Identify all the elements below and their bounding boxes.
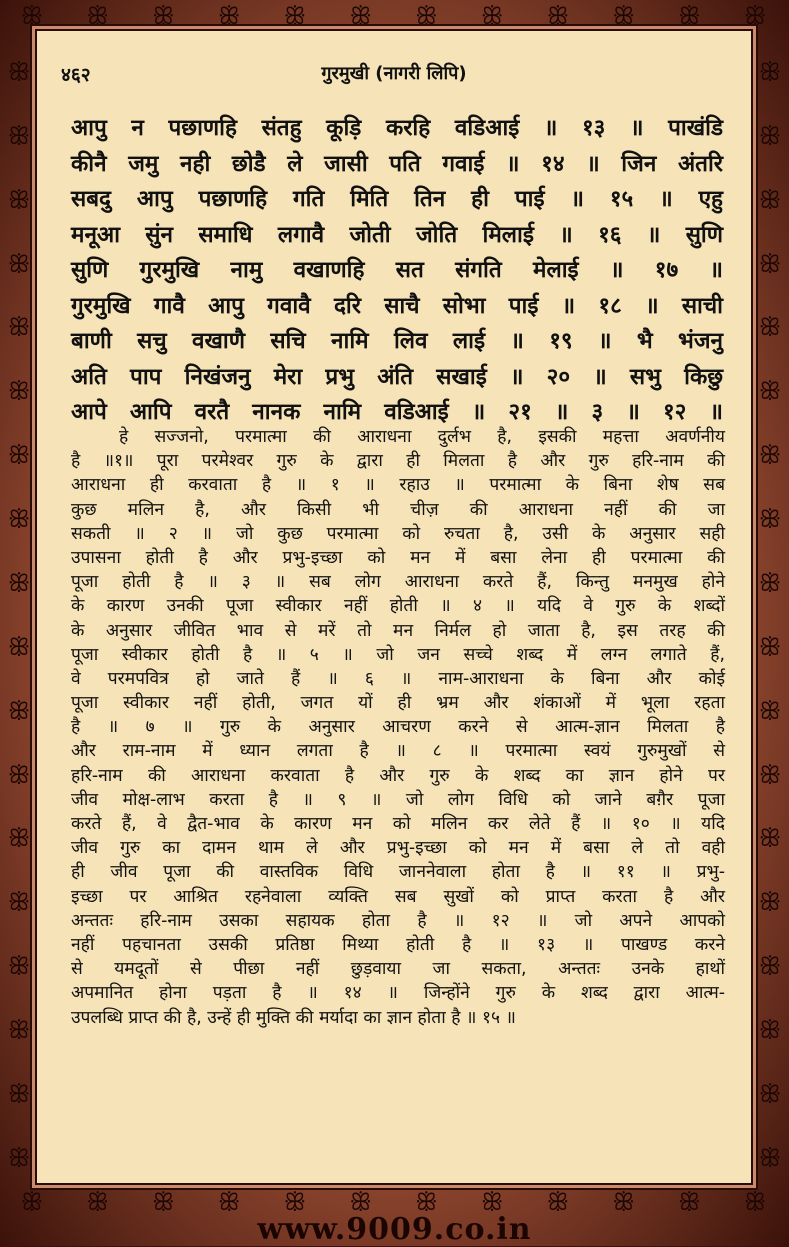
border-ornament-right: ꕥ ꕥ ꕥ ꕥ ꕥ ꕥ ꕥ ꕥ ꕥ ꕥ ꕥ ꕥ ꕥ ꕥ ꕥ ꕥ ꕥ ꕥ: [758, 57, 782, 1172]
page-title: गुरमुखी (नागरी लिपि): [321, 63, 467, 84]
translation-line: और राम-नाम में ध्यान लगता है ॥ ८ ॥ परमात्मा स्वयं गुरुमुखों से: [71, 741, 725, 762]
verse-line: आपे आपि वरतै नानक नामि वडिआई ॥ २१ ॥ ३ ॥ १२ ॥: [71, 399, 723, 425]
verse-line: कीनै जमु नही छोडै ले जासी पति गवाई ॥ १४ ॥ जिन अंतरि: [71, 150, 723, 177]
translation-line: अन्ततः हरि-नाम उसका सहायक होता है ॥ १२ ॥ जो अपने आपको: [71, 910, 725, 931]
translation-line: से यमदूतों से पीछा नहीं छुड़वाया जा सकता, अन्ततः उनके हाथों: [71, 959, 725, 980]
verse-line: आपु न पछाणहि संतहु कूड़ि करहि वडिआई ॥ १३ ॥ पाखंडि: [71, 115, 723, 141]
border-ornament-top: ꕥ ꕥ ꕥ ꕥ ꕥ ꕥ ꕥ ꕥ ꕥ ꕥ ꕥ ꕥ: [20, 2, 769, 30]
translation-line: जीव गुरु का दामन थाम ले और प्रभु-इच्छा को मन में बसा ले तो वही: [71, 838, 725, 859]
translation-line: पूजा स्वीकार नहीं होती, जगत यों ही भ्रम और शंकाओं में भूला रहता: [71, 693, 725, 714]
verse-line: अति पाप निखंजनु मेरा प्रभु अंति सखाई ॥ २० ॥ सभु किछु: [71, 363, 723, 390]
translation-line: कुछ मलिन है, और किसी भी चीज़ की आराधना नहीं की जा: [71, 499, 725, 520]
translation-line: हरि-नाम की आराधना करवाता है और गुरु के शब्द का ज्ञान होने पर: [71, 765, 725, 786]
website-url: www.9009.co.in: [257, 1212, 532, 1247]
translation-line: के अनुसार जीवित भाव से मरें तो मन निर्मल हो जाता है, इस तरह की: [71, 620, 725, 641]
translation-line: ही जीव पूजा की वास्तविक विधि जाननेवाला होता है ॥ ११ ॥ प्रभु-: [71, 862, 725, 883]
translation-line: करते हैं, वे द्वैत-भाव के कारण मन को मलिन कर लेते हैं ॥ १० ॥ यदि: [71, 814, 725, 834]
translation-line: उपासना होती है और प्रभु-इच्छा को मन में बसा लेना ही परमात्मा की: [71, 547, 725, 568]
document-page: [37, 31, 751, 1183]
translation-line: अपमानित होना पड़ता है ॥ १४ ॥ जिन्होंने गुरु के शब्द द्वारा आत्म-: [71, 983, 725, 1004]
translation-line: है ॥१॥ पूरा परमेश्वर गुरु के द्वारा ही मिलता है और गुरु हरि-नाम की: [71, 451, 725, 472]
translation-line: इच्छा पर आश्रित रहनेवाला व्यक्ति सब सुखों को प्राप्त करता है और: [71, 886, 725, 907]
verse-line: मनूआ सुंन समाधि लगावै जोती जोति मिलाई ॥ १६ ॥ सुणि: [71, 221, 723, 248]
verse-line: बाणी सचु वखाणै सचि नामि लिव लाई ॥ १९ ॥ भै भंजनु: [71, 328, 723, 354]
translation-line: पूजा स्वीकार होती है ॥ ५ ॥ जो जन सच्चे शब्द में लग्न लगाते हैं,: [71, 644, 725, 665]
translation-line: उपलब्धि प्राप्त की है, उन्हें ही मुक्ति की मर्यादा का ज्ञान होता है ॥ १५ ॥: [71, 1007, 516, 1028]
translation-line: वे परमपवित्र हो जाते हैं ॥ ६ ॥ नाम-आराधना के बिना और कोई: [71, 668, 725, 689]
translation-line: हे सज्जनो, परमात्मा की आराधना दुर्लभ है, इसकी महत्ता अवर्णनीय: [119, 427, 725, 447]
translation-line: आराधना ही करवाता है ॥ १ ॥ रहाउ ॥ परमात्मा के बिना शेष सब: [71, 475, 725, 496]
verse-line: सुणि गुरमुखि नामु वखाणहि सत संगति मेलाई ॥ १७ ॥: [71, 257, 723, 283]
translation-line: नहीं पहचानता उसकी प्रतिष्ठा मिथ्या होती है ॥ १३ ॥ पाखण्ड करने: [71, 934, 725, 955]
translation-paragraph: [71, 425, 725, 1030]
translation-line: पूजा होती है ॥ ३ ॥ सब लोग आराधना करते हैं, किन्तु मनमुख होने: [71, 572, 725, 593]
translation-line: जीव मोक्ष-लाभ करता है ॥ ९ ॥ जो लोग विधि को जाने बग़ैर पूजा: [71, 789, 725, 810]
verse-line: गुरमुखि गावै आपु गवावै दरि साचै सोभा पाई ॥ १८ ॥ साची: [71, 292, 723, 319]
page-header: [37, 61, 751, 91]
translation-line: है ॥ ७ ॥ गुरु के अनुसार आचरण करने से आत्म-ज्ञान मिलता है: [71, 717, 725, 738]
page-number: ४६२: [61, 64, 91, 86]
translation-line: सकती ॥ २ ॥ जो कुछ परमात्मा को रुचता है, उसी के अनुसार सही: [71, 523, 725, 544]
border-ornament-bottom: ꕥ ꕥ ꕥ ꕥ ꕥ ꕥ ꕥ ꕥ ꕥ ꕥ ꕥ ꕥ: [20, 1188, 769, 1216]
gurbani-verse: [71, 111, 723, 431]
border-ornament-left: ꕥ ꕥ ꕥ ꕥ ꕥ ꕥ ꕥ ꕥ ꕥ ꕥ ꕥ ꕥ ꕥ ꕥ ꕥ ꕥ ꕥ ꕥ: [7, 57, 31, 1172]
translation-line: के कारण उनकी पूजा स्वीकार नहीं होती ॥ ४ ॥ यदि वे गुरु के शब्दों: [71, 596, 725, 617]
verse-line: सबदु आपु पछाणहि गति मिति तिन ही पाई ॥ १५ ॥ एहु: [71, 186, 723, 212]
